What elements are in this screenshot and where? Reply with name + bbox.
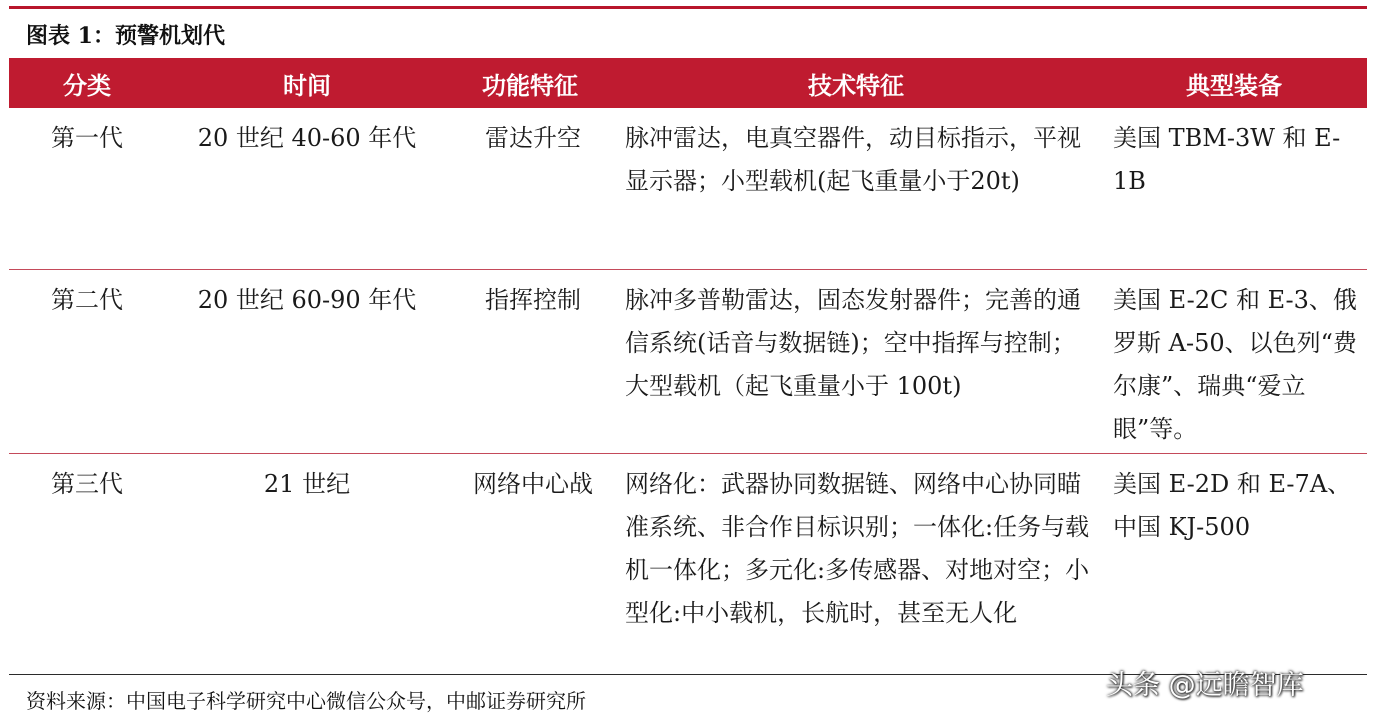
cell-equipment: 美国 E-2D 和 E-7A、中国 KJ-500 (1113, 470, 1352, 541)
cell-generation: 第一代 (51, 124, 123, 152)
table-header (9, 58, 1367, 108)
table-row (9, 270, 1367, 454)
figure-title: 图表 1：预警机划代 (26, 23, 225, 49)
cell-function: 网络中心战 (473, 470, 593, 498)
cell-period: 20 世纪 60-90 年代 (197, 286, 417, 314)
header-equipment: 典型装备 (1186, 70, 1282, 100)
cell-technology: 脉冲雷达，电真空器件，动目标指示，平视显示器；小型载机(起飞重量小于20t) (625, 124, 1081, 195)
cell-technology: 网络化：武器协同数据链、网络中心协同瞄准系统、非合作目标识别；一体化:任务与载机一体化；多元化:多传感器、对地对空；小型化:中小载机，长航时，甚至无人化 (625, 470, 1090, 627)
cell-generation: 第三代 (51, 470, 123, 498)
cell-equipment: 美国 TBM-3W 和 E-1B (1113, 124, 1341, 195)
cell-technology: 脉冲多普勒雷达，固态发射器件；完善的通信系统(话音与数据链)；空中指挥与控制；大型载机（起飞重量小于 100t) (625, 286, 1081, 400)
header-generation: 分类 (63, 70, 111, 100)
cell-equipment: 美国 E-2C 和 E-3、俄罗斯 A-50、以色列“费尔康”、瑞典“爱立眼”等。 (1113, 286, 1357, 443)
header-technology: 技术特征 (808, 70, 904, 100)
cell-generation: 第二代 (51, 286, 123, 314)
watermark: 头条 @远瞻智库 (1106, 670, 1304, 701)
cell-period: 20 世纪 40-60 年代 (197, 124, 417, 152)
table-row (9, 108, 1367, 270)
cell-period: 21 世纪 (263, 470, 351, 498)
header-function: 功能特征 (482, 70, 578, 100)
top-rule (9, 6, 1367, 9)
cell-function: 指挥控制 (485, 286, 581, 314)
cell-function: 雷达升空 (485, 124, 581, 152)
source-note: 资料来源：中国电子科学研究中心微信公众号，中邮证券研究所 (26, 689, 586, 713)
equipment-table (9, 58, 1367, 675)
header-period: 时间 (283, 70, 331, 100)
table-row (9, 454, 1367, 675)
